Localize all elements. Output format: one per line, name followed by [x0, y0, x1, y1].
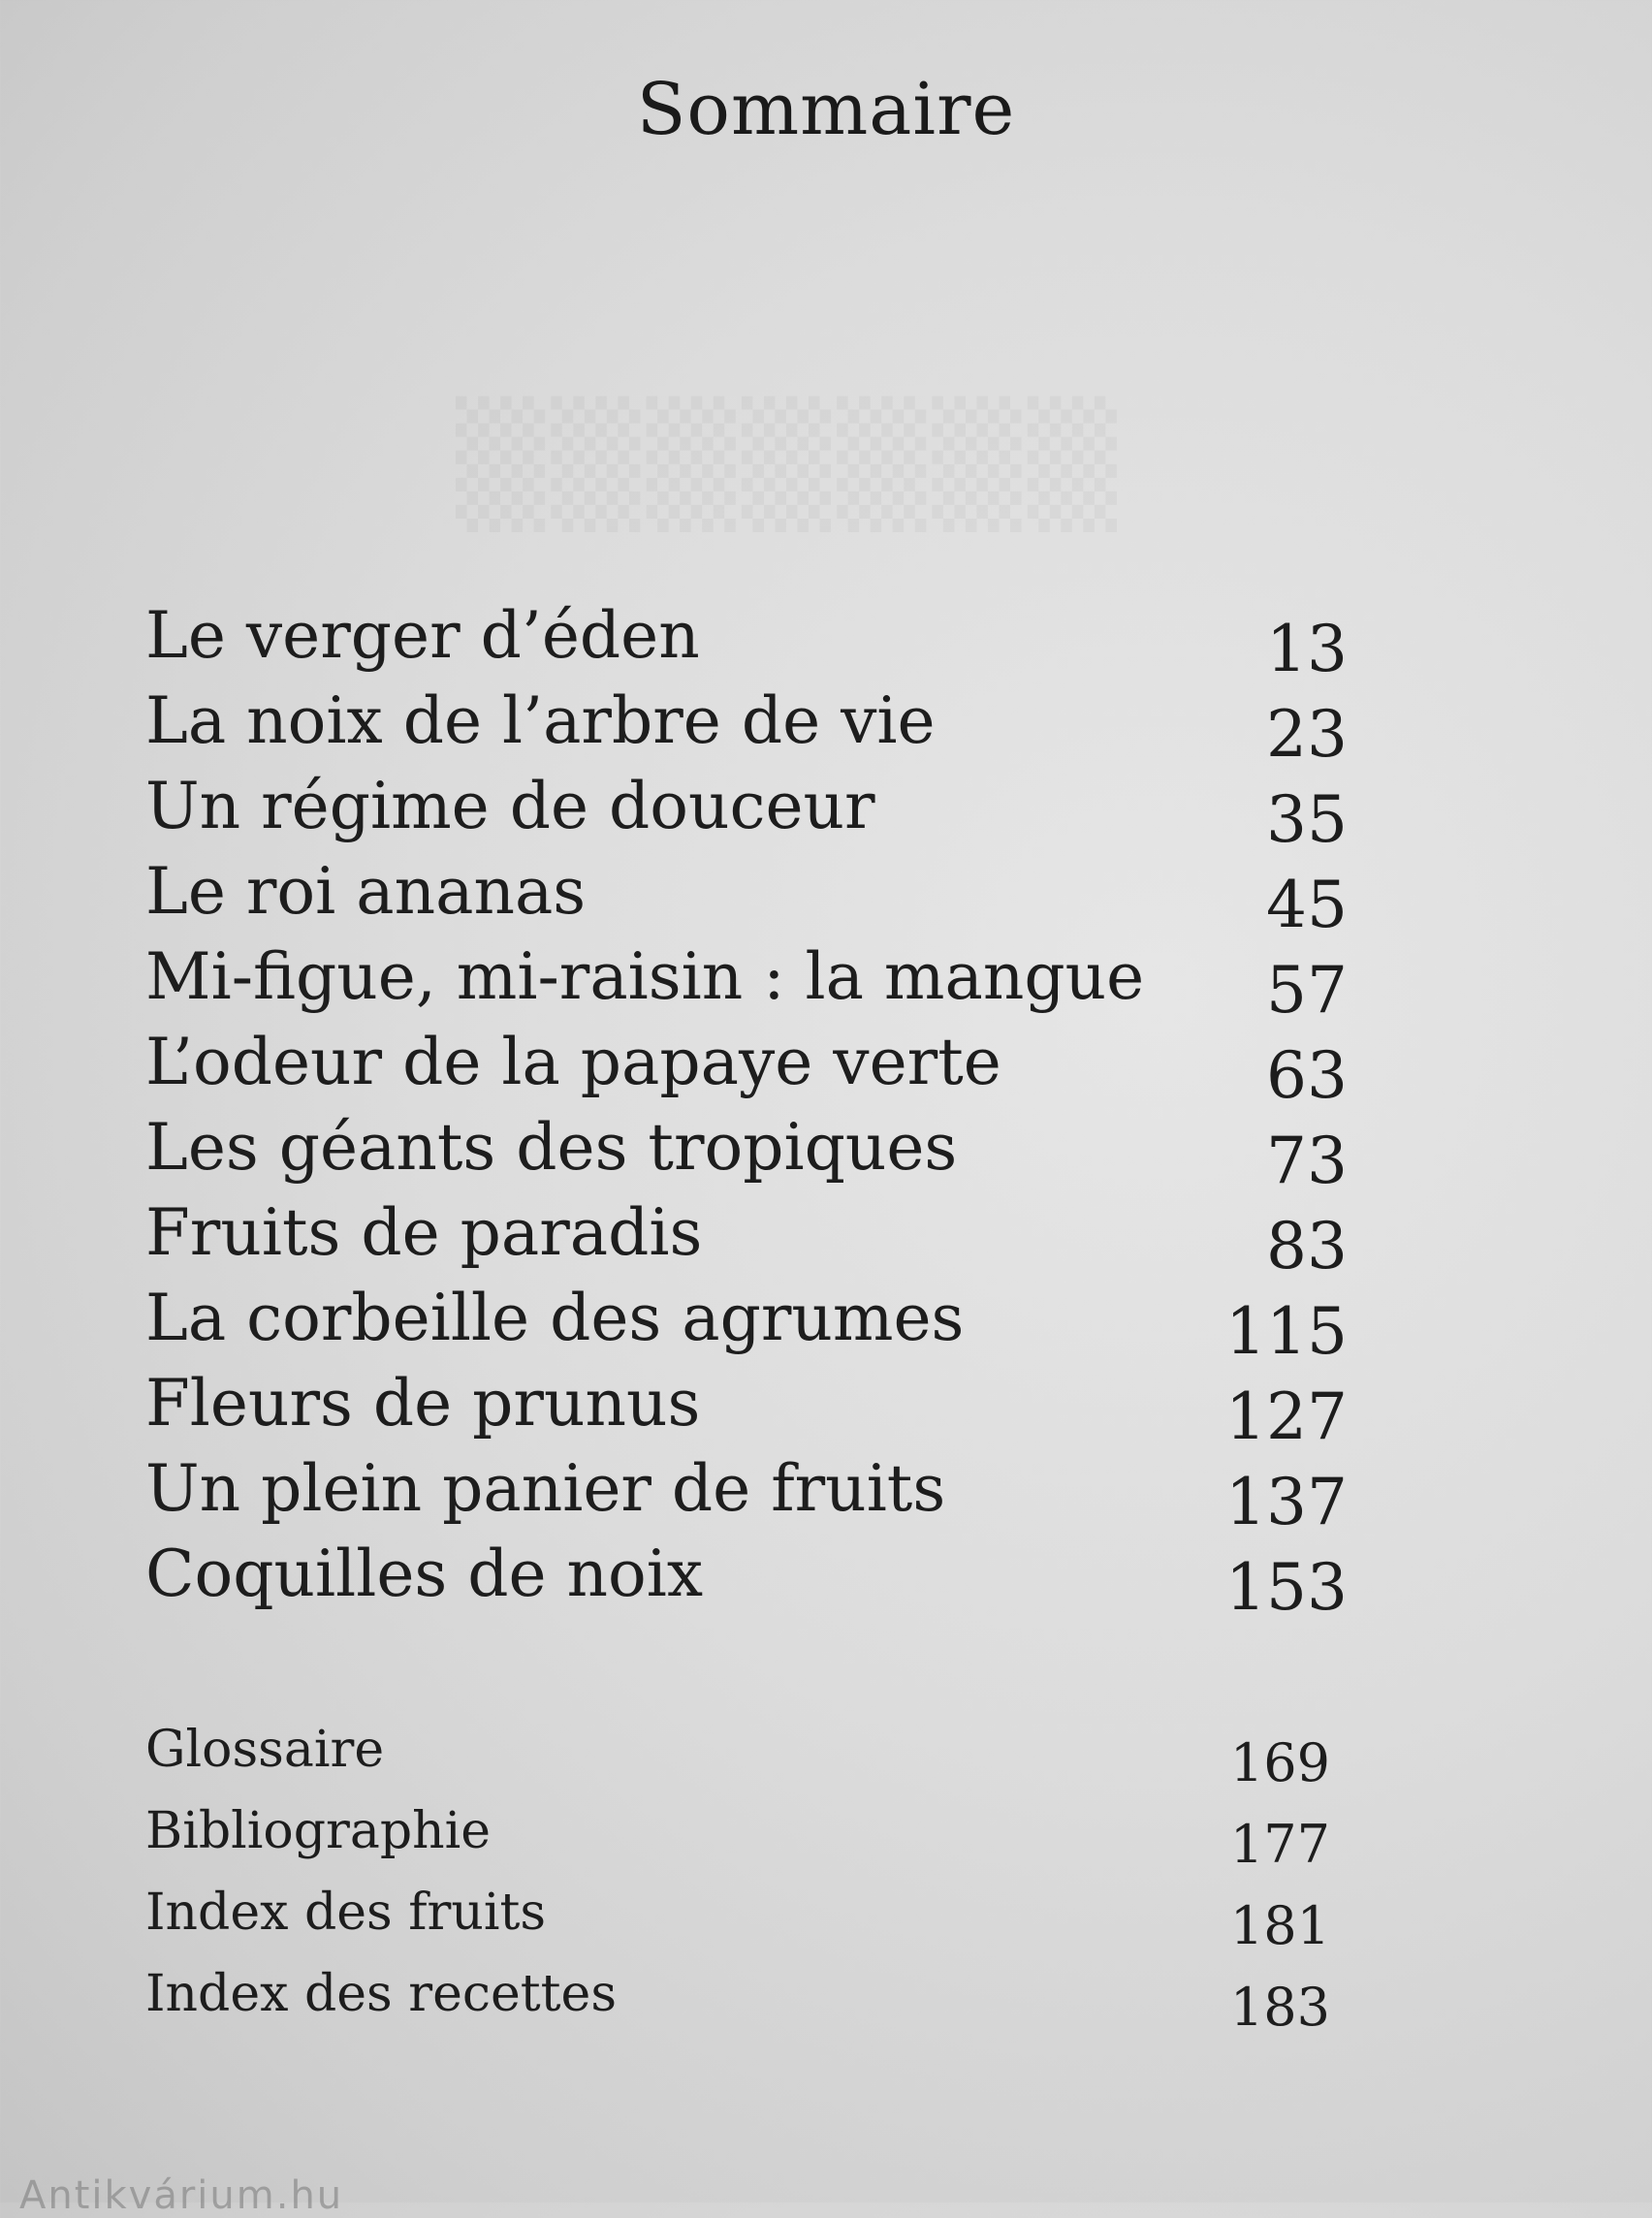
toc-entry-page: 23 — [1266, 697, 1348, 772]
toc-entry-label: Le roi ananas — [145, 854, 587, 929]
watermark: Antikvárium.hu — [19, 2173, 344, 2218]
toc-entry — [145, 1190, 1348, 1283]
toc-entry — [145, 593, 1348, 686]
toc-entry-label: Un plein panier de fruits — [145, 1451, 946, 1526]
toc-entry-label: Un régime de douceur — [145, 769, 875, 843]
back-matter-list — [145, 1716, 1330, 2042]
toc-entry-label: La corbeille des agrumes — [145, 1281, 965, 1355]
toc-entry-page: 127 — [1225, 1379, 1348, 1454]
toc-entry-page: 35 — [1266, 782, 1348, 857]
back-matter-page: 177 — [1229, 1814, 1330, 1875]
back-matter-page: 183 — [1229, 1977, 1330, 2038]
toc-entry — [145, 1446, 1348, 1539]
toc-entry — [145, 764, 1348, 857]
toc-entry-page: 115 — [1225, 1294, 1348, 1369]
toc-entry — [145, 1361, 1348, 1454]
back-matter-entry — [145, 1716, 1330, 1797]
toc-entry-page: 63 — [1266, 1038, 1348, 1113]
toc-entry — [145, 1276, 1348, 1369]
toc-entry-page: 83 — [1266, 1209, 1348, 1283]
back-matter-entry — [145, 1879, 1330, 1960]
chapter-list — [145, 593, 1348, 1625]
toc-entry-label: Fruits de paradis — [145, 1195, 703, 1270]
toc-entry — [145, 1105, 1348, 1198]
toc-entry-label: La noix de l’arbre de vie — [145, 683, 936, 758]
toc-entry — [145, 679, 1348, 772]
back-matter-label: Bibliographie — [145, 1802, 492, 1860]
toc-entry-label: Coquilles de noix — [145, 1537, 704, 1611]
toc-entry-page: 45 — [1266, 868, 1348, 942]
toc-entry-label: Mi-figue, mi-raisin : la mangue — [145, 939, 1145, 1014]
back-matter-label: Glossaire — [145, 1721, 385, 1779]
toc-entry — [145, 849, 1348, 942]
back-matter-entry — [145, 1960, 1330, 2042]
toc-entry — [145, 1532, 1348, 1625]
toc-entry-page: 13 — [1266, 612, 1348, 686]
toc-entry-label: Le verger d’éden — [145, 598, 700, 673]
back-matter-page: 181 — [1229, 1895, 1330, 1956]
page-title: Sommaire — [636, 68, 1016, 151]
back-matter-label: Index des recettes — [145, 1965, 618, 2023]
toc-entry-label: Les géants des tropiques — [145, 1110, 958, 1185]
toc-entry-page: 73 — [1266, 1124, 1348, 1198]
back-matter-label: Index des fruits — [145, 1884, 547, 1942]
toc-entry-page: 57 — [1266, 953, 1348, 1028]
toc-entry-page: 137 — [1225, 1465, 1348, 1539]
back-matter-page: 169 — [1229, 1732, 1330, 1793]
toc-entry — [145, 1020, 1348, 1113]
back-matter-entry — [145, 1797, 1330, 1879]
show-through-text — [456, 397, 1123, 532]
toc-entry-page: 153 — [1225, 1550, 1348, 1625]
toc-entry-label: Fleurs de prunus — [145, 1366, 701, 1441]
toc-entry — [145, 935, 1348, 1028]
toc-entry-label: L’odeur de la papaye verte — [145, 1025, 1001, 1099]
